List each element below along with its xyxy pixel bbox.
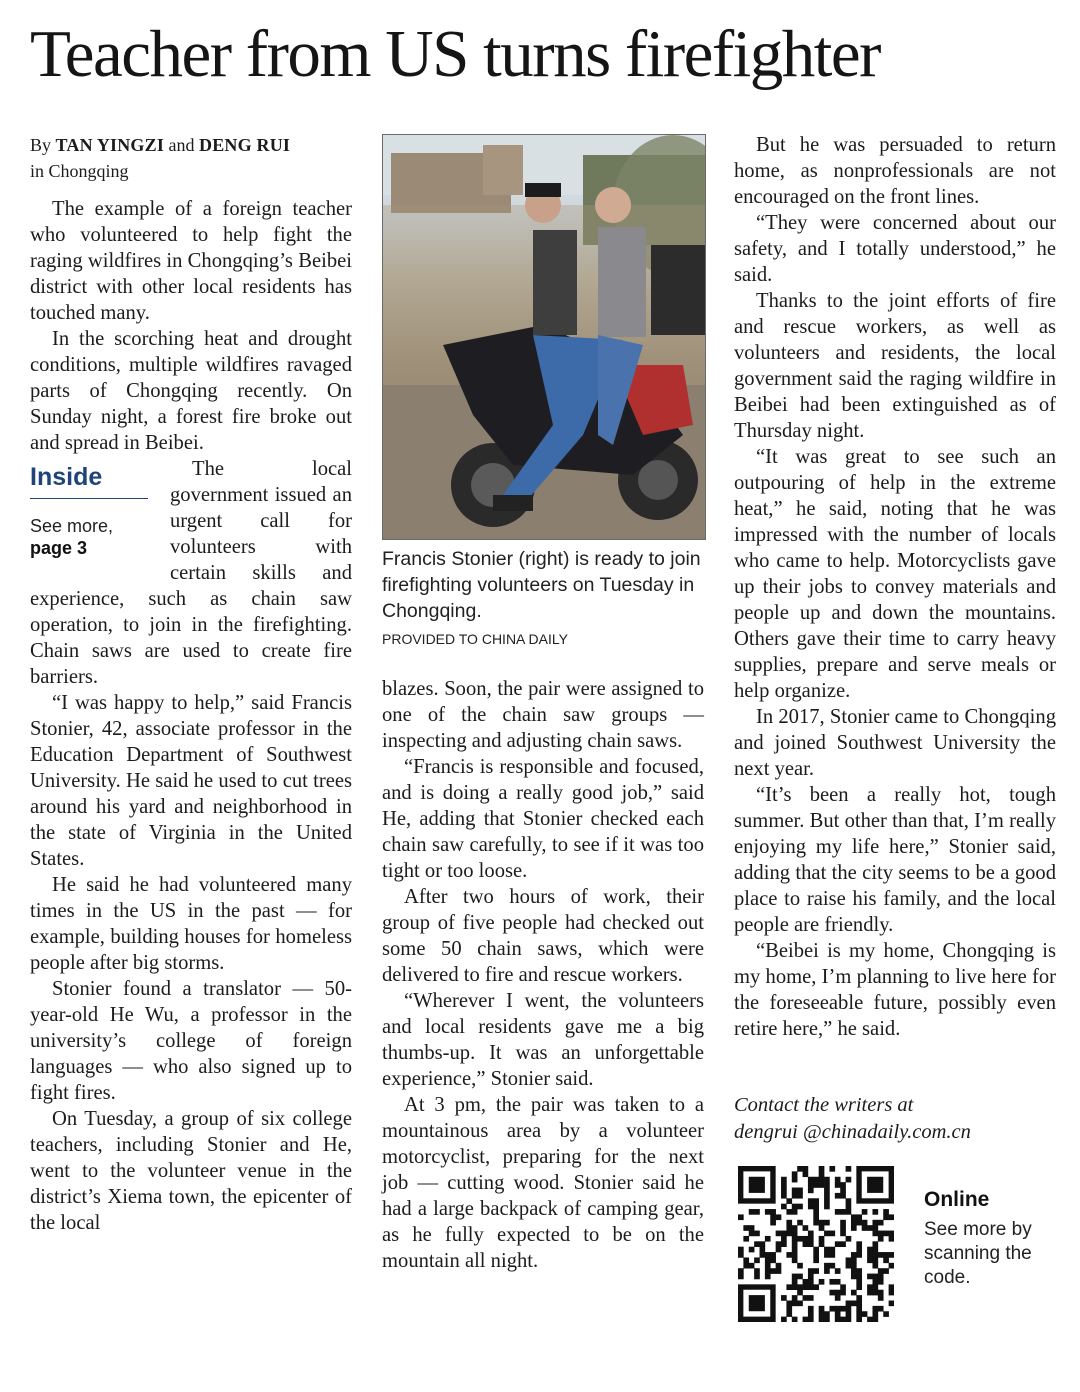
dateline: in Chongqing [30,161,129,181]
paragraph: “Francis is responsible and focused, and is doing a really good job,” said He, adding that Stonier checked each chain saw carefully, to see if it was too tight or too loose. [382,756,704,882]
qr-code-icon [738,1166,894,1322]
column-1 [30,132,352,1236]
paragraph: At 3 pm, the pair was taken to a mountainous area by a volunteer motorcyclist, preparing for the next job — cutting wood. Stonier said he had a large backpack of camping gear, as he fully expected to be on the mountain all night. [382,1094,704,1272]
photo-caption: Francis Stonier (right) is ready to join firefighting volunteers on Tuesday in Chongqing. [382,548,701,622]
headline: Teacher from US turns firefighter [30,17,880,91]
paragraph: After two hours of work, their group of five people had checked out some 50 chain saws, which were delivered to fire and rescue workers. [382,886,704,986]
paragraph: He said he had volunteered many times in the US in the past — for example, building houses for homeless people after big storms. [30,874,352,974]
online-text: See more by scanning the code. [924,1219,1032,1288]
paragraph: The example of a foreign teacher who volunteered to help fight the raging wildfires in Chongqing’s Beibei district with other local residents has touched many. [30,198,352,324]
motorcycle-photo-illustration [383,135,706,540]
paragraph: But he was persuaded to return home, as nonprofessionals are not encouraged on the front lines. [734,134,1056,208]
inside-page-ref[interactable]: page 3 [30,538,88,558]
paragraph: “I was happy to help,” said Francis Stonier, 42, associate professor in the Education Department of Southwest University. He said he used to cut trees around his yard and neighborhood in the state of Virginia in the United States. [30,692,352,870]
photo-credit: PROVIDED TO CHINA DAILY [382,631,568,647]
paragraph: In 2017, Stonier came to Chongqing and joined Southwest University the next year. [734,706,1056,780]
column-3 [734,132,1056,1042]
author-2: DENG RUI [199,135,291,155]
paragraph: “They were concerned about our safety, and I totally understood,” he said. [734,212,1056,286]
byline-by: By [30,135,52,155]
contact-line: Contact the writers at [734,1094,914,1116]
paragraph: “Beibei is my home, Chongqing is my home, I’m planning to live here for the foreseeable future, possibly even retire here,” he said. [734,940,1056,1040]
byline-and: and [168,135,195,155]
paragraph: In the scorching heat and drought conditions, multiple wildfires ravaged parts of Chongqing recently. On Sunday night, a forest fire broke out and spread in Beibei. [30,328,352,454]
contact-email-link[interactable]: dengrui @chinadaily.com.cn [734,1121,971,1143]
inside-title: Inside [30,462,148,499]
paragraph: Stonier found a translator — 50-year-old He Wu, a professor in the university’s college of foreign languages — who also signed up to fight fires. [30,978,352,1104]
paragraph: “It’s been a really hot, tough summer. But other than that, I’m really enjoying my life here,” Stonier said, adding that the city seems to be a good place to raise his family, and the local people are friendly. [734,784,1056,936]
paragraph: Thanks to the joint efforts of fire and rescue workers, as well as volunteers and residents, the local government said the raging wildfire in Beibei had been extinguished as of Thursday night. [734,290,1056,442]
paragraph: “Wherever I went, the volunteers and local residents gave me a big thumbs-up. It was an unforgettable experience,” Stonier said. [382,990,704,1090]
inside-box[interactable] [30,462,148,566]
byline [30,132,352,158]
contact-writers [734,1092,1056,1146]
article-photo [382,134,706,540]
column-2 [382,676,704,1274]
paragraph: “It was great to see such an outpouring of help in the extreme heat,” he said, noting that he was impressed with the number of locals who came to help. Motorcyclists gave up their jobs to convey materials and people up and down the mountains. Others gave their time to carry heavy supplies, prepare and serve meals or help organize. [734,446,1056,702]
inside-see-more: See more, [30,516,114,536]
qr-code[interactable] [738,1166,894,1322]
online-title: Online [924,1188,990,1211]
online-box [924,1186,1064,1290]
paragraph: On Tuesday, a group of six college teachers, including Stonier and He, went to the volunteer venue in the district’s Xiema town, the epicenter of the local [30,1108,352,1234]
author-1: TAN YINGZI [55,135,165,155]
paragraph: blazes. Soon, the pair were assigned to one of the chain saw groups — inspecting and adjusting chain saws. [382,678,704,752]
paragraph: The local government issued an urgent call for volunteers with certain skills and experience, such as chain saw operation, to join in the firefighting. Chain saws are used to create fire barriers. [30,458,352,688]
